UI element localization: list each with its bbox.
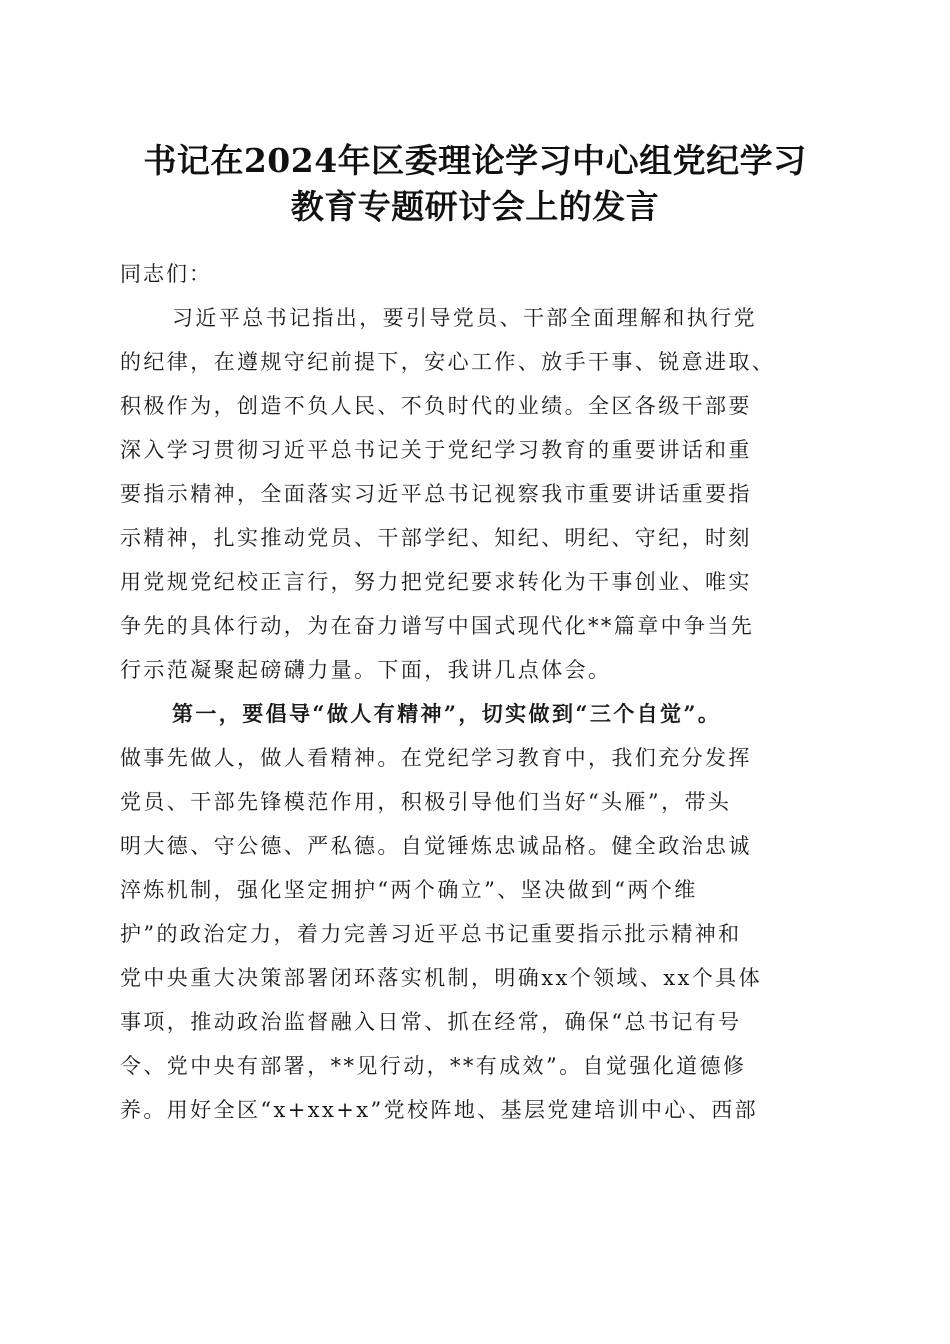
body-text-line: 明大德、守公德、严私德。自觉锤炼忠诚品格。健全政治忠诚 xyxy=(120,834,752,858)
body-text-line: 深入学习贯彻习近平总书记关于党纪学习教育的重要讲话和重 xyxy=(120,438,752,462)
body-text-line: 令、党中央有部署，**见行动，**有成效”。自觉强化道德修 xyxy=(120,1054,747,1078)
title-line-1: 书记在2024年区委理论学习中心组党纪学习 xyxy=(143,141,807,180)
body-text-line: 淬炼机制，强化坚定拥护“两个确立”、坚决做到“两个维 xyxy=(120,878,698,902)
salutation: 同志们： xyxy=(120,262,212,286)
body-text-line: 要指示精神，全面落实习近平总书记视察我市重要讲话重要指 xyxy=(120,482,752,506)
body-text-line: 养。用好全区“x+xx+x”党校阵地、基层党建培训中心、西部 xyxy=(120,1098,759,1122)
document-body xyxy=(120,252,840,1132)
body-text-line: 用党规党纪校正言行，努力把党纪要求转化为干事创业、唯实 xyxy=(120,570,752,594)
body-lines xyxy=(120,296,840,1132)
body-text-line: 争先的具体行动，为在奋力谱写中国式现代化**篇章中争当先 xyxy=(120,614,755,638)
section-heading-line: 第一，要倡导“做人有精神”，切实做到“三个自觉”。 xyxy=(172,701,722,726)
body-text-line: 做事先做人，做人看精神。在党纪学习教育中，我们充分发挥 xyxy=(120,746,752,770)
body-text-line: 行示范凝聚起磅礴力量。下面，我讲几点体会。 xyxy=(120,658,612,682)
body-text-line: 的纪律，在遵规守纪前提下，安心工作、放手干事、锐意进取、 xyxy=(120,350,776,374)
body-text-line: 党员、干部先锋模范作用，积极引导他们当好“头雁”，带头 xyxy=(120,790,732,814)
body-text-line: 示精神，扎实推动党员、干部学纪、知纪、明纪、守纪，时刻 xyxy=(120,526,752,550)
body-text-line: 党中央重大决策部署闭环落实机制，明确xx个领域、xx个具体 xyxy=(120,966,762,990)
body-text-line: 事项，推动政治监督融入日常、抓在经常，确保“总书记有号 xyxy=(120,1010,742,1034)
body-text-line: 积极作为，创造不负人民、不负时代的业绩。全区各级干部要 xyxy=(120,394,752,418)
document-title xyxy=(100,138,850,230)
title-line-2: 教育专题研讨会上的发言 xyxy=(290,187,660,226)
body-text-line: 护”的政治定力，着力完善习近平总书记重要指示批示精神和 xyxy=(120,922,742,946)
body-text-line: 习近平总书记指出，要引导党员、干部全面理解和执行党 xyxy=(172,306,757,330)
